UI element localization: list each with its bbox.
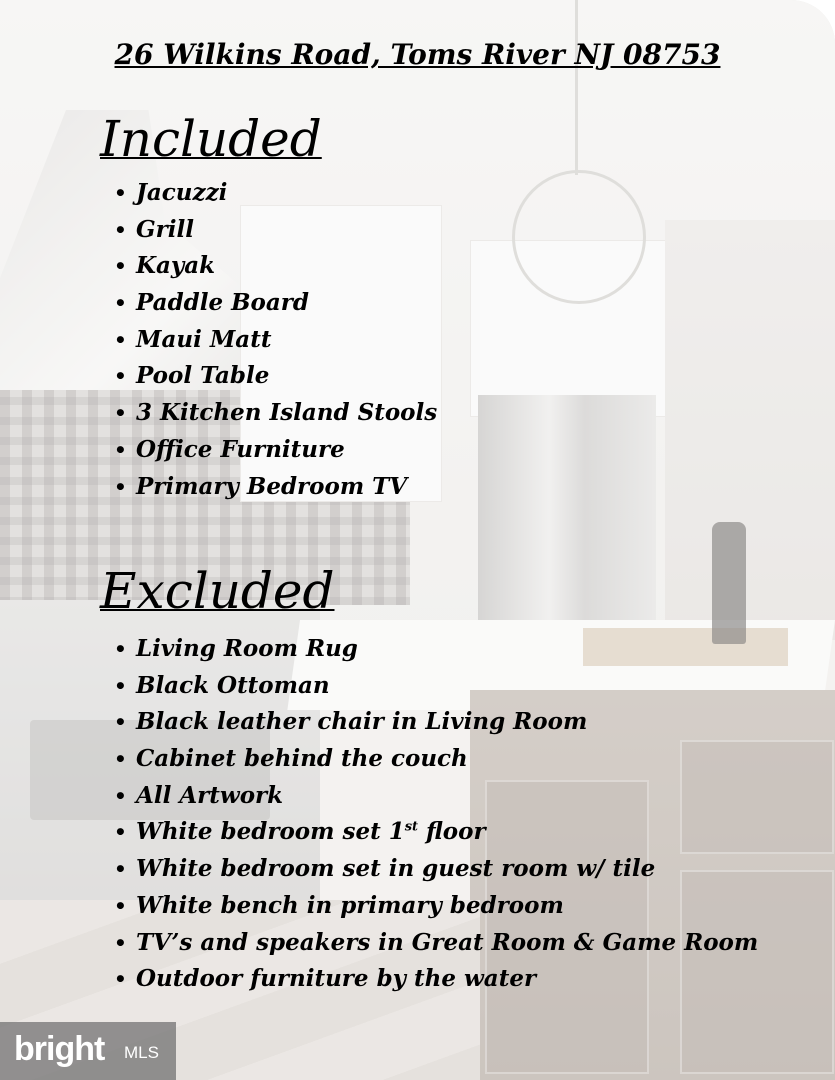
list-item: • Paddle Board <box>108 286 437 323</box>
list-item: • Grill <box>108 213 437 250</box>
excluded-list <box>108 632 758 999</box>
list-item: • White bench in primary bedroom <box>108 889 758 926</box>
list-item: • Outdoor furniture by the water <box>108 962 758 999</box>
ordinal-superscript: st <box>404 819 419 835</box>
list-item: • Cabinet behind the couch <box>108 742 758 779</box>
list-item: • Pool Table <box>108 359 437 396</box>
list-item: • Office Furniture <box>108 433 437 470</box>
logo-mls: MLS <box>124 1043 159 1062</box>
list-item: • All Artwork <box>108 779 758 816</box>
list-item: • Kayak <box>108 249 437 286</box>
list-item: • 3 Kitchen Island Stools <box>108 396 437 433</box>
list-item: • Living Room Rug <box>108 632 758 669</box>
list-item: • Maui Matt <box>108 323 437 360</box>
property-address: 26 Wilkins Road, Toms River NJ 08753 <box>114 38 721 71</box>
list-item: • Jacuzzi <box>108 176 437 213</box>
excluded-heading: Excluded <box>100 562 335 620</box>
included-list <box>108 176 437 506</box>
logo-brand: bright <box>14 1030 105 1068</box>
list-item-text: White bedroom set 1 <box>136 818 405 846</box>
list-item: • TV’s and speakers in Great Room & Game Room <box>108 926 758 963</box>
bright-mls-logo <box>0 1022 176 1080</box>
list-item: • Black leather chair in Living Room <box>108 705 758 742</box>
list-item-suffix: floor <box>418 818 486 846</box>
list-item: • Primary Bedroom TV <box>108 470 437 507</box>
included-heading: Included <box>100 110 322 168</box>
list-item: • Black Ottoman <box>108 669 758 706</box>
list-item: • White bedroom set in guest room w/ tile <box>108 852 758 889</box>
list-item <box>108 815 758 852</box>
